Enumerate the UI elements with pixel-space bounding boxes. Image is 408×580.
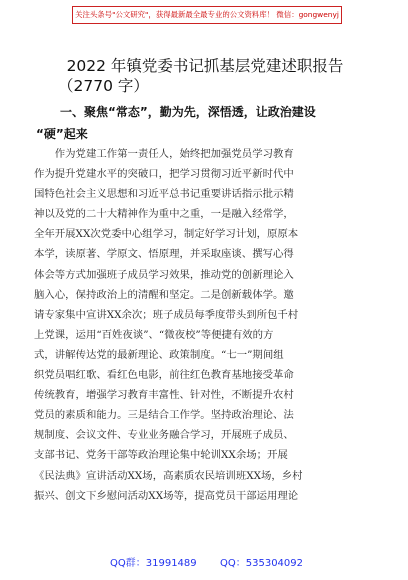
body-line: 请专家集中宣讲XX余次；班子成员每季度带头到所包千村	[34, 308, 299, 321]
title-line-1: 2022 年镇党委书记抓基层党建述职报告	[66, 57, 344, 75]
body-line: 支部书记、党务干部等政治理论集中轮训XX余场；开展	[34, 449, 288, 462]
body-line: 本学，读原著、学原文、悟原理，并采取座谈、撰写心得	[34, 248, 294, 261]
body-line: 党员的素质和能力。三是结合工作学。坚持政治理论、法	[34, 409, 294, 422]
body-line: 体会等方式加强班子成员学习效果，推动党的创新理论入	[34, 268, 294, 281]
qq-number: QQ：535304092	[220, 558, 304, 569]
body-line: 规制度、会议文件、专业业务融合学习，开展班子成员、	[34, 429, 294, 442]
qq-group: QQ群：31991489	[110, 558, 197, 569]
body-line: 全年开展XX次党委中心组学习，制定好学习计划，原原本	[34, 228, 299, 241]
body-line: 神以及党的二十大精神作为重中之重，一是融入经常学，	[34, 208, 294, 221]
body-line: 传统教育，增强学习教育丰富性、针对性，不断提升农村	[34, 389, 294, 402]
body-line: 脑入心，保持政治上的清醒和坚定。二是创新载体学。邀	[34, 288, 294, 301]
section-heading-line-2: “硬”起来	[36, 127, 88, 141]
footer-contact	[0, 557, 408, 571]
body-line: 式，讲解传达党的最新理论、政策制度。“七一”期间组	[34, 348, 284, 361]
section-heading	[36, 101, 370, 145]
body-line: 上党课，运用“百姓夜谈”、“微夜校”等便捷有效的方	[34, 328, 274, 341]
body-line: 织党员唱红歌、看红色电影，前往红色教育基地接受革命	[34, 369, 294, 382]
body-line: 国特色社会主义思想和习近平总书记重要讲话指示批示精	[34, 188, 294, 201]
body-line: 《民法典》宣讲活动XX场，高素质农民培训班XX场，乡村	[34, 469, 303, 482]
body-text	[34, 144, 374, 506]
section-heading-line-1: 一、聚焦“常态”，勤为先，深悟透，让政治建设	[60, 105, 316, 119]
document-title	[40, 56, 370, 96]
promo-banner: 关注头条号"公文研究"，获得最新最全最专业的公文资料库！ 微信：gongwenyj	[72, 6, 342, 24]
title-line-2: （2770 字）	[58, 77, 149, 95]
body-line: 振兴、创文下乡慰问活动XX场等，提高党员干部运用理论	[34, 489, 299, 502]
body-line: 作为提升党建水平的突破口，把学习贯彻习近平新时代中	[34, 168, 294, 181]
body-line: 作为党建工作第一责任人，始终把加强党员学习教育	[34, 148, 294, 160]
